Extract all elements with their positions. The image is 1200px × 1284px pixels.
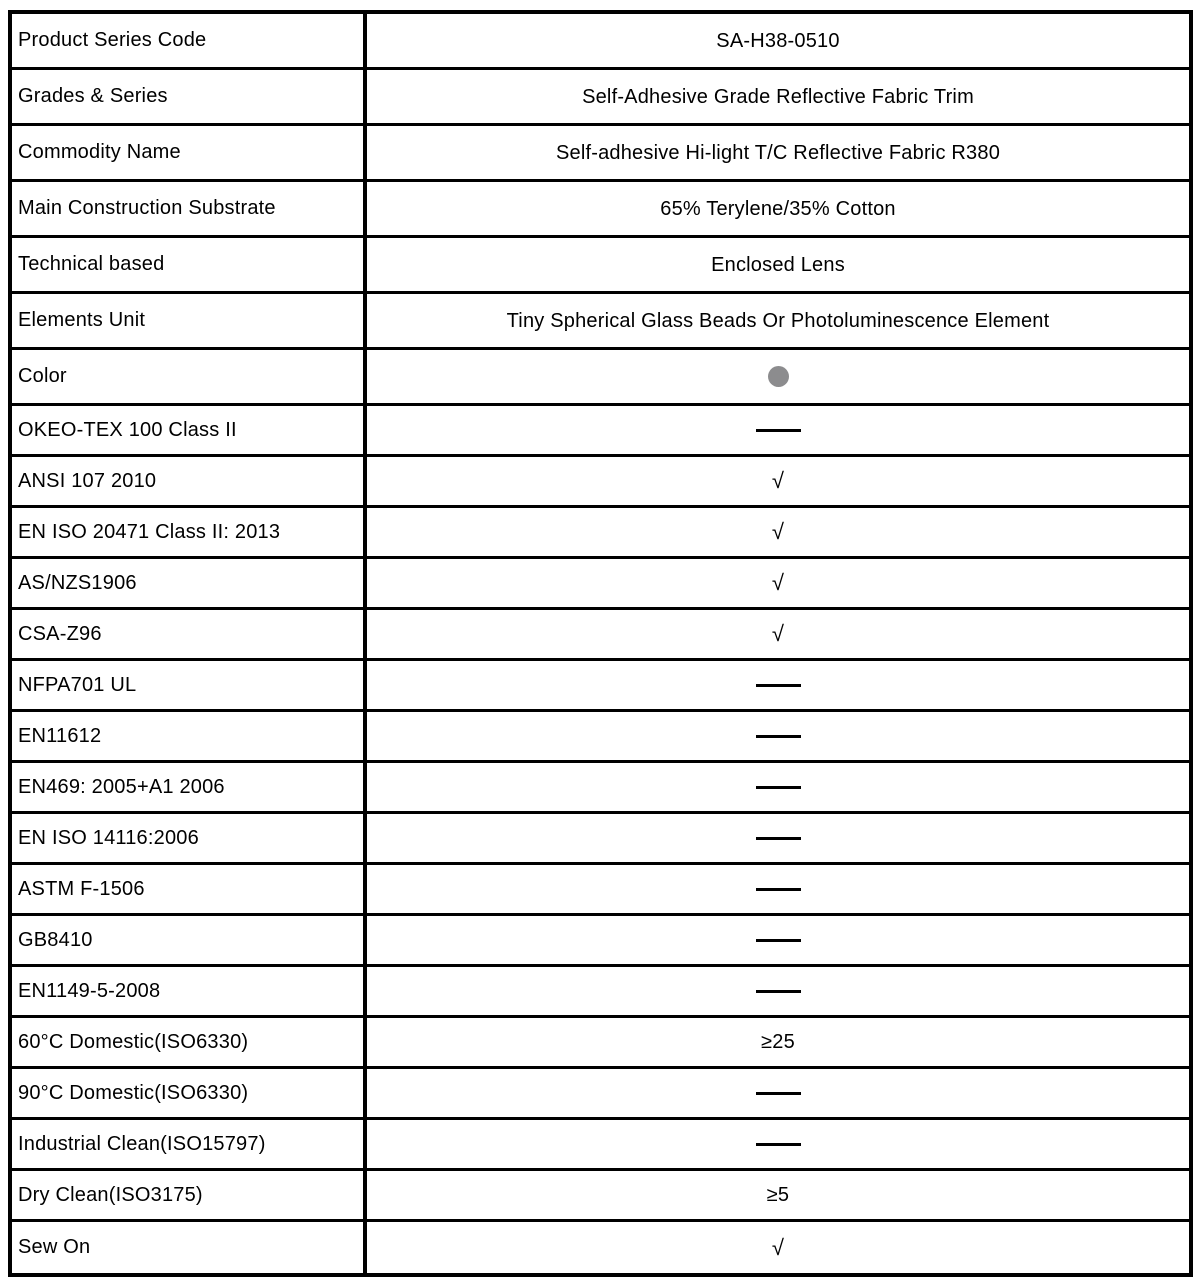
table-row [12, 916, 1189, 967]
row-value [367, 350, 1189, 403]
table-row [12, 182, 1189, 238]
dash-mark-icon [756, 837, 801, 840]
row-value [367, 126, 1189, 179]
table-row [12, 1222, 1189, 1273]
row-value [367, 712, 1189, 760]
table-row [12, 350, 1189, 406]
table-row [12, 294, 1189, 350]
row-label: Commodity Name [12, 126, 367, 179]
row-value [367, 1222, 1189, 1273]
table-row [12, 763, 1189, 814]
table-row [12, 238, 1189, 294]
table-row [12, 814, 1189, 865]
row-label: EN ISO 20471 Class II: 2013 [12, 508, 367, 556]
dash-mark-icon [756, 990, 801, 993]
value-text: ≥5 [766, 1184, 790, 1206]
row-label: ASTM F-1506 [12, 865, 367, 913]
row-value [367, 508, 1189, 556]
row-value [367, 1069, 1189, 1117]
row-label: CSA-Z96 [12, 610, 367, 658]
row-label: 60°C Domestic(ISO6330) [12, 1018, 367, 1066]
dash-mark-icon [756, 786, 801, 789]
table-row [12, 967, 1189, 1018]
value-text: Enclosed Lens [711, 253, 845, 276]
value-text: Tiny Spherical Glass Beads Or Photoluminescence Element [506, 309, 1050, 332]
row-label: Grades & Series [12, 70, 367, 123]
row-label: EN469: 2005+A1 2006 [12, 763, 367, 811]
row-value [367, 661, 1189, 709]
row-label: Main Construction Substrate [12, 182, 367, 235]
row-label: EN11612 [12, 712, 367, 760]
row-label: EN1149-5-2008 [12, 967, 367, 1015]
table-row [12, 1120, 1189, 1171]
color-dot-icon [768, 366, 789, 387]
row-label: Product Series Code [12, 14, 367, 67]
table-row [12, 406, 1189, 457]
value-text: Self-Adhesive Grade Reflective Fabric Trim [582, 85, 974, 108]
table-row [12, 70, 1189, 126]
product-spec-table [8, 10, 1193, 1277]
row-value [367, 14, 1189, 67]
row-value [367, 70, 1189, 123]
table-row [12, 865, 1189, 916]
row-value [367, 916, 1189, 964]
dash-mark-icon [756, 1092, 801, 1095]
table-row [12, 610, 1189, 661]
row-label: NFPA701 UL [12, 661, 367, 709]
dash-mark-icon [756, 888, 801, 891]
row-value [367, 814, 1189, 862]
check-mark-icon: √ [771, 570, 785, 595]
row-value [367, 1171, 1189, 1219]
row-label: Color [12, 350, 367, 403]
dash-mark-icon [756, 684, 801, 687]
check-mark-icon: √ [771, 1234, 785, 1260]
dash-mark-icon [756, 735, 801, 738]
dash-mark-icon [756, 1143, 801, 1146]
table-row [12, 1018, 1189, 1069]
row-label: 90°C Domestic(ISO6330) [12, 1069, 367, 1117]
table-row [12, 126, 1189, 182]
row-value [367, 865, 1189, 913]
row-value [367, 610, 1189, 658]
dash-mark-icon [756, 429, 801, 432]
row-label: EN ISO 14116:2006 [12, 814, 367, 862]
row-value [367, 182, 1189, 235]
row-label: GB8410 [12, 916, 367, 964]
row-value [367, 559, 1189, 607]
row-value [367, 1018, 1189, 1066]
value-text: 65% Terylene/35% Cotton [660, 197, 896, 220]
row-value [367, 457, 1189, 505]
row-value [367, 967, 1189, 1015]
value-text: SA-H38-0510 [716, 29, 840, 52]
row-value [367, 238, 1189, 291]
value-text: ≥25 [761, 1031, 795, 1053]
dash-mark-icon [756, 939, 801, 942]
row-value [367, 294, 1189, 347]
table-row [12, 712, 1189, 763]
check-mark-icon: √ [771, 519, 785, 544]
table-row [12, 14, 1189, 70]
row-label: Elements Unit [12, 294, 367, 347]
row-value [367, 1120, 1189, 1168]
row-label: AS/NZS1906 [12, 559, 367, 607]
check-mark-icon: √ [771, 621, 785, 646]
value-text: Self-adhesive Hi-light T/C Reflective Fabric R380 [555, 141, 1001, 164]
table-row [12, 508, 1189, 559]
row-value [367, 406, 1189, 454]
table-row [12, 457, 1189, 508]
row-label: Sew On [12, 1222, 367, 1273]
table-row [12, 559, 1189, 610]
table-row [12, 1171, 1189, 1222]
row-label: ANSI 107 2010 [12, 457, 367, 505]
row-label: Technical based [12, 238, 367, 291]
row-value [367, 763, 1189, 811]
row-label: Dry Clean(ISO3175) [12, 1171, 367, 1219]
row-label: Industrial Clean(ISO15797) [12, 1120, 367, 1168]
check-mark-icon: √ [771, 468, 785, 493]
row-label: OKEO-TEX 100 Class II [12, 406, 367, 454]
table-row [12, 661, 1189, 712]
table-row [12, 1069, 1189, 1120]
